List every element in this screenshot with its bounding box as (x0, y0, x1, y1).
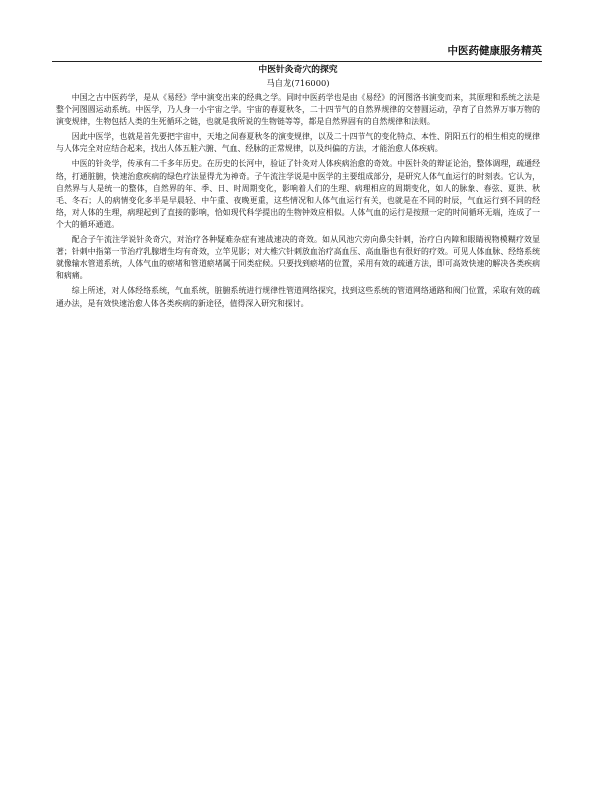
journal-name: 中医药健康服务精英 (447, 45, 542, 57)
running-header (52, 41, 542, 62)
paragraph-5: 综上所述，对人体经络系统，气血系统，脏腑系统进行规律性管道网络探究，找到这些系统的管道网络通路和阀门位置，采取有效的疏通办法，是有效快速治愈人体各类疾病的新途径，值得深入研究和探讨。 (56, 286, 540, 308)
article (56, 64, 540, 310)
article-title: 中医针灸奇穴的探究 (258, 65, 338, 75)
paragraph-2: 因此中医学，也就是首先要把宇宙中，天地之间春夏秋冬的演变规律，以及二十四节气的变化特点、本性、阴阳五行的相生相克的规律与人体完全对应结合起来，找出人体五脏六腑、气血、经脉的正常规律，以及纠偏的方法，才能治愈人体疾病。 (56, 132, 540, 154)
paragraph-3: 中医的针灸学，传承有二千多年历史。在历史的长河中，验证了针灸对人体疾病治愈的奇效。中医针灸的辩证论治，整体调理，疏通经络，打通脏腑，快速治愈疾病的绿色疗法显得尤为神奇。子午流注学说是中医学的主要组成部分，是研究人体气血运行的时刻表。它认为，自然界与人是统一的整体，自然界的年、季、日、时周期变化，影响着人们的生理、病理相应的周期变化，如人的脉象、春弦、夏洪、秋毛、冬石；人的病情变化多半是早晨轻、中午重、夜晚更重，这些情况和人体气血运行有关，也就是在不同的时辰，气血运行到不同的经络，对人体的生理，病理起到了直接的影响，恰如现代科学提出的生物钟效应相似。人体气血的运行是按照一定的时间循环无端，连成了一个大的循环通道。 (56, 159, 540, 229)
article-author: 马自龙(716000) (266, 78, 330, 88)
paragraph-4: 配合子午流注学说针灸奇穴，对治疗各种疑难杂症有速战速决的奇效。如从风池穴旁向鼻尖针刺，治疗白内障和眼睛视物模糊疗效显著；针刺中指第一节治疗乳腺增生均有奇效，立竿见影；对大椎穴针刺放血治疗高血压、高血脂也有很好的疗效。可见人体血脉、经络系统就像输水管道系统，人体气血的瘀堵和管道瘀堵属于同类症候。只要找到瘀堵的位置，采用有效的疏通方法，即可高效快速的解决各类疾病和病痛。 (56, 235, 540, 281)
paragraph-1: 中国之古中医药学，是从《易经》学中演变出来的经典之学。同时中医药学也是由《易经》的河图洛书演变而来，其原理和系统之法是整个河图圆运动系统。中医学，乃人身一小宇宙之学。宇宙的春夏秋冬，二十四节气的自然界规律的交替圆运动，孕育了自然界万事万物的演变规律，生物包括人类的生死循环之链，也就是我所说的生物链等等，都是自然界固有的自然规律和法则。 (56, 93, 540, 127)
